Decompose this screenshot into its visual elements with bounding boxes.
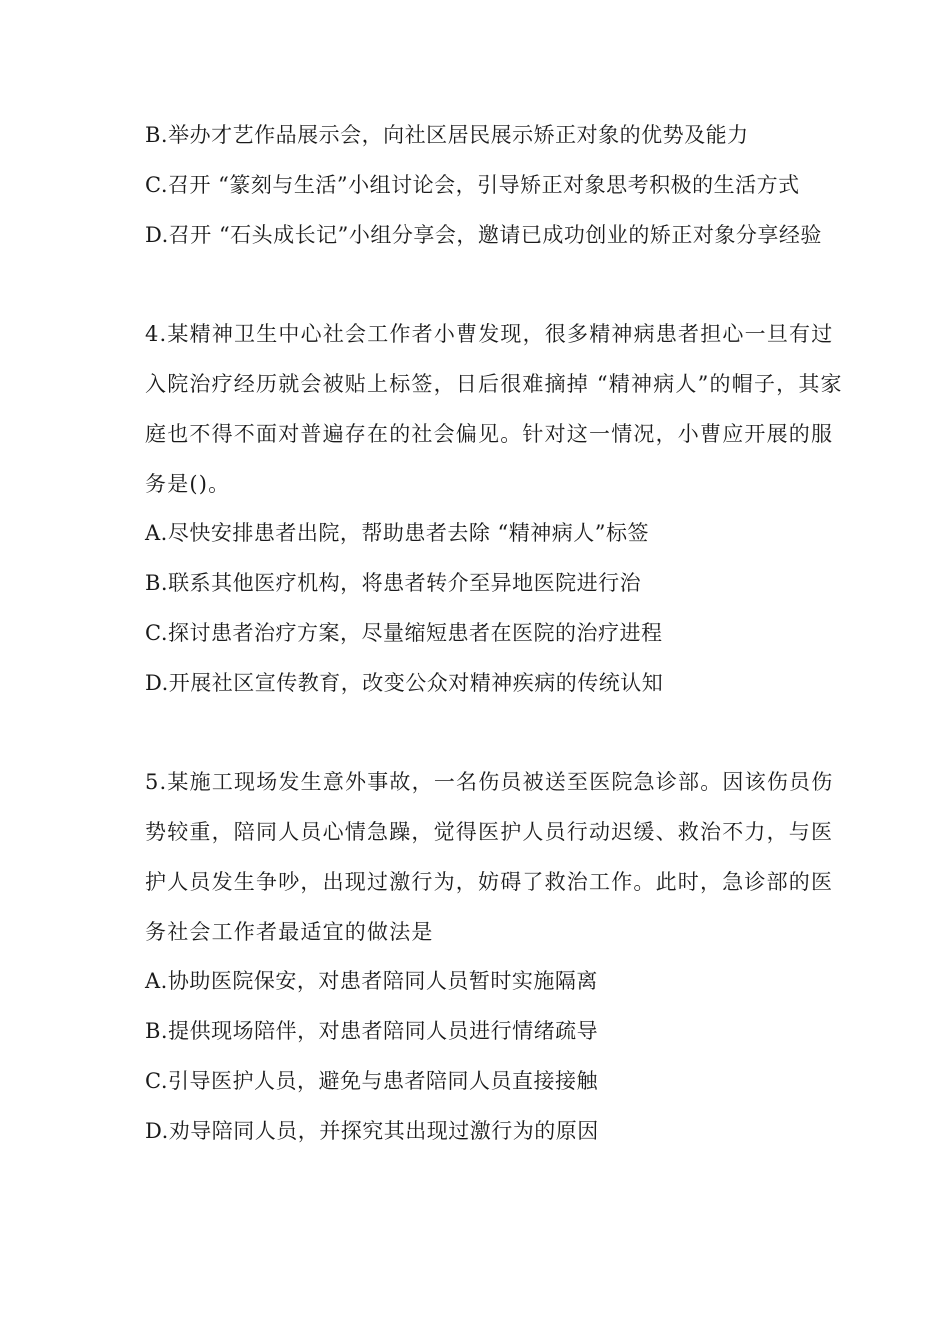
q3-option-b: B.举办才艺作品展示会，向社区居民展示矫正对象的优势及能力 (145, 123, 749, 147)
q3-option-c: C.召开 “篆刻与生活”小组讨论会，引导矫正对象思考积极的生活方式 (145, 173, 800, 197)
q5-option-a: A.协助医院保安，对患者陪同人员暂时实施隔离 (145, 969, 598, 993)
q5-stem-line: 势较重，陪同人员心情急躁，觉得医护人员行动迟缓、救治不力，与医 (145, 820, 834, 844)
q5-option-c: C.引导医护人员，避免与患者陪同人员直接接触 (145, 1069, 598, 1093)
q4-option-d: D.开展社区宣传教育，改变公众对精神疾病的传统认知 (145, 671, 664, 695)
q4-stem-line: 庭也不得不面对普遍存在的社会偏见。针对这一情况，小曹应开展的服 (145, 422, 834, 446)
q5-stem-line: 务社会工作者最适宜的做法是 (145, 920, 434, 944)
q5-stem-line: 5.某施工现场发生意外事故，一名伤员被送至医院急诊部。因该伤员伤 (145, 770, 834, 794)
q4-option-c: C.探讨患者治疗方案，尽量缩短患者在医院的治疗进程 (145, 621, 663, 645)
q4-stem-line: 入院治疗经历就会被贴上标签，日后很难摘掉 “精神病人”的帽子，其家 (145, 372, 843, 396)
q4-stem-line: 务是()。 (145, 472, 231, 496)
q4-option-a: A.尽快安排患者出院，帮助患者去除 “精神病人”标签 (145, 521, 649, 545)
q5-option-d: D.劝导陪同人员，并探究其出现过激行为的原因 (145, 1119, 599, 1143)
q5-option-b: B.提供现场陪伴，对患者陪同人员进行情绪疏导 (145, 1019, 599, 1043)
q4-option-b: B.联系其他医疗机构，将患者转介至异地医院进行治 (145, 571, 642, 595)
q5-stem-line: 护人员发生争吵，出现过激行为，妨碍了救治工作。此时，急诊部的医 (145, 870, 834, 894)
q3-option-d: D.召开 “石头成长记”小组分享会，邀请已成功创业的矫正对象分享经验 (145, 223, 822, 247)
q4-stem-line: 4.某精神卫生中心社会工作者小曹发现，很多精神病患者担心一旦有过 (145, 322, 834, 346)
